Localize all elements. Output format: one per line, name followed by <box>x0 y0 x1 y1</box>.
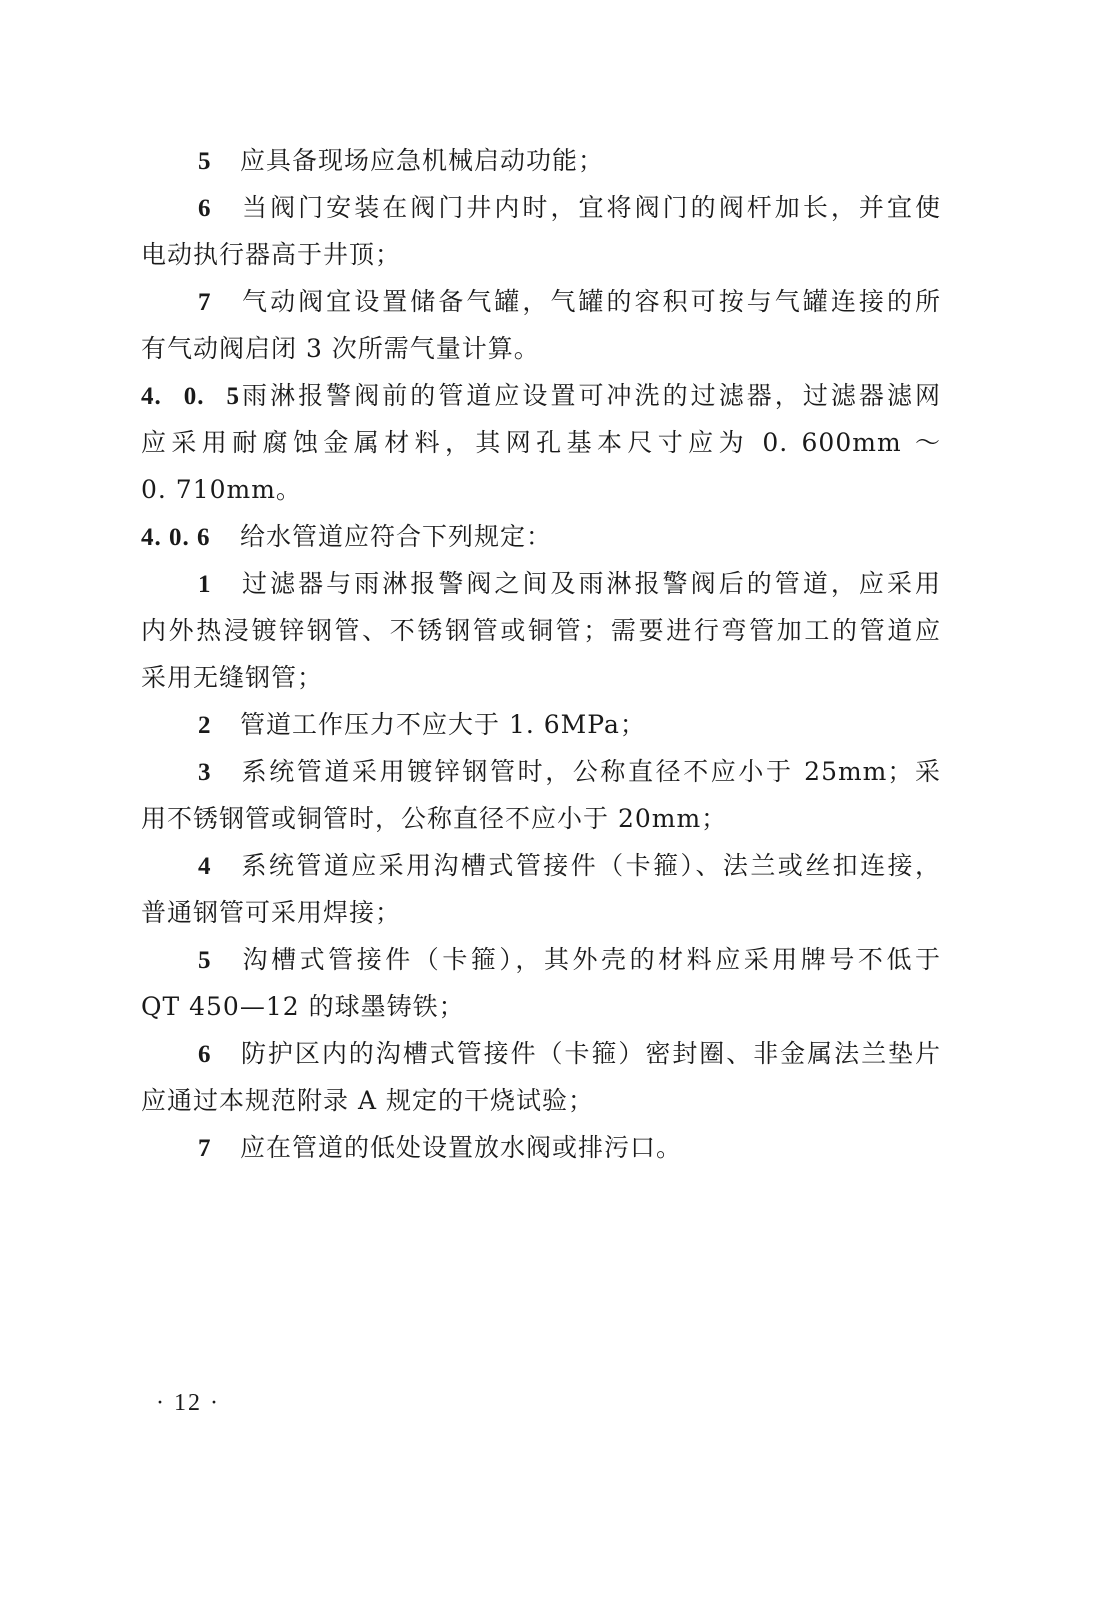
page-number: · 12 · <box>156 1390 220 1416</box>
clause-406-item-5-line-2: QT 450—12 的球墨铸铁； <box>141 992 465 1021</box>
item-number: 1 <box>198 571 212 598</box>
clause-405-line-2: 应采用耐腐蚀金属材料，其网孔基本尺寸应为 0. 600mm ～ <box>141 428 941 457</box>
item-text: 应在管道的低处设置放水阀或排污口。 <box>240 1133 683 1162</box>
item-number: 7 <box>198 289 212 316</box>
clause-406-item-4-line-1 <box>141 842 941 889</box>
item-text: 气动阀宜设置储备气罐，气罐的容积可按与气罐连接的所 <box>240 287 941 316</box>
item-6-line-1 <box>141 184 941 231</box>
item-number: 6 <box>198 1041 212 1068</box>
clause-406-item-1-line-2: 内外热浸镀锌钢管、不锈钢管或铜管；需要进行弯管加工的管道应 <box>141 616 941 645</box>
clause-406-item-1-line-3: 采用无缝钢管； <box>141 663 324 692</box>
clause-406-item-2-line-1 <box>141 701 941 748</box>
item-text: 系统管道采用镀锌钢管时，公称直径不应小于 25mm；采 <box>240 757 941 786</box>
item-5-line-1 <box>141 137 941 184</box>
item-text: 沟槽式管接件（卡箍），其外壳的材料应采用牌号不低于 <box>240 945 941 974</box>
clause-number: 4. 0. 5 <box>141 383 240 410</box>
item-6-line-2: 电动执行器高于井顶； <box>141 240 402 269</box>
item-number: 5 <box>198 148 212 175</box>
clause-text: 雨淋报警阀前的管道应设置可冲洗的过滤器，过滤器滤网 <box>240 381 941 410</box>
clause-406-item-4-line-2: 普通钢管可采用焊接； <box>141 898 402 927</box>
item-text: 管道工作压力不应大于 1. 6MPa； <box>240 710 646 739</box>
item-number: 2 <box>198 712 212 739</box>
clause-406-item-6-line-1 <box>141 1030 941 1077</box>
item-number: 3 <box>198 759 212 786</box>
item-text: 应具备现场应急机械启动功能； <box>240 146 605 175</box>
clause-406-item-1-line-1 <box>141 560 941 607</box>
item-number: 6 <box>198 195 212 222</box>
document-body <box>141 137 941 1171</box>
item-text: 当阀门安装在阀门井内时，宜将阀门的阀杆加长，并宜使 <box>240 193 941 222</box>
item-number: 4 <box>198 853 212 880</box>
clause-406-item-5-line-1 <box>141 936 941 983</box>
item-7-line-2: 有气动阀启闭 3 次所需气量计算。 <box>141 334 540 363</box>
clause-406-item-6-line-2: 应通过本规范附录 A 规定的干烧试验； <box>141 1086 594 1115</box>
item-number: 7 <box>198 1135 212 1162</box>
clause-406-heading <box>141 513 941 560</box>
item-7-line-1 <box>141 278 941 325</box>
clause-405-line-3: 0. 710mm。 <box>141 475 302 504</box>
item-text: 过滤器与雨淋报警阀之间及雨淋报警阀后的管道，应采用 <box>240 569 941 598</box>
item-text: 防护区内的沟槽式管接件（卡箍）密封圈、非金属法兰垫片 <box>240 1039 941 1068</box>
clause-405-line-1 <box>141 372 941 419</box>
clause-text: 给水管道应符合下列规定： <box>240 522 553 551</box>
item-number: 5 <box>198 947 212 974</box>
clause-number: 4. 0. 6 <box>141 524 211 551</box>
clause-406-item-3-line-1 <box>141 748 941 795</box>
item-text: 系统管道应采用沟槽式管接件（卡箍）、法兰或丝扣连接， <box>240 851 941 880</box>
clause-406-item-7-line-1 <box>141 1124 941 1171</box>
clause-406-item-3-line-2: 用不锈钢管或铜管时，公称直径不应小于 20mm； <box>141 804 728 833</box>
